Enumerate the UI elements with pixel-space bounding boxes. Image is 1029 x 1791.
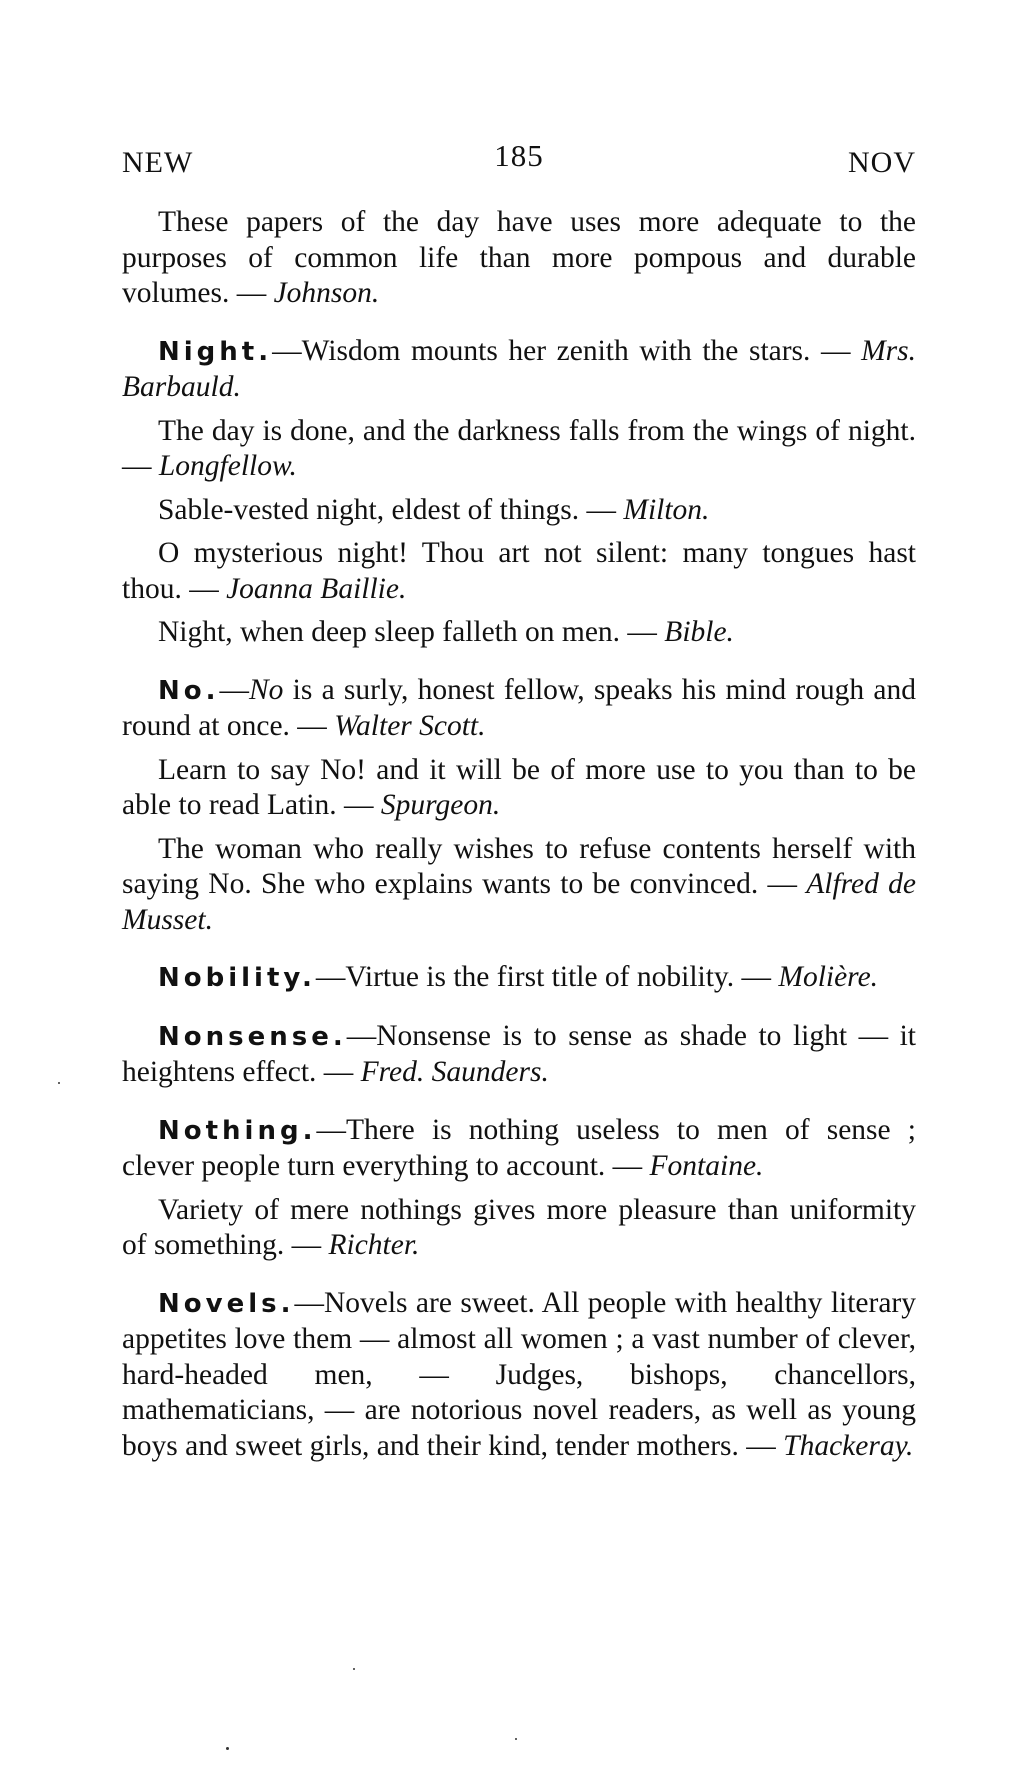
quote-text: The day is done, and the darkness falls from the wings of night. — — [122, 414, 916, 482]
topic-dash: — — [315, 961, 346, 993]
quotation-entry — [122, 832, 916, 939]
quote-author: Alfred de Musset. — [122, 868, 917, 936]
quote-author: Joanna Baillie. — [226, 572, 407, 605]
quotation-entry — [122, 493, 916, 529]
running-header — [122, 138, 916, 178]
quotation-entry — [122, 1286, 916, 1465]
paper-speck — [226, 1747, 229, 1750]
topic-heading: Nobility. — [158, 963, 316, 993]
topic-heading: Novels. — [158, 1288, 295, 1319]
paper-speck — [515, 1738, 517, 1740]
quote-author: Thackeray. — [783, 1429, 914, 1462]
topic-heading: Nonsense. — [158, 1021, 347, 1052]
topic-dash: — — [272, 334, 302, 367]
quotation-entry — [122, 753, 916, 824]
quote-text: is a surly, honest fellow, speaks his mind rough and round at once. — — [122, 673, 916, 742]
quote-author: Spurgeon. — [380, 789, 501, 821]
topic-dash: — — [219, 673, 249, 706]
quote-author: Fred. Saunders. — [360, 1056, 549, 1088]
quote-text: The woman who really wishes to refuse contents herself with saying No. She who explains wants to be convinced. — — [122, 832, 916, 900]
paper-speck — [58, 1082, 60, 1084]
quote-text: Nonsense is to sense as shade to light — it heightens effect. — — [122, 1019, 916, 1088]
topic-heading: No. — [158, 675, 220, 706]
quote-text: Night, when deep sleep falleth on men. — — [158, 616, 657, 648]
quotation-entry — [122, 673, 916, 745]
quote-text: These papers of the day have uses more adequate to the purposes of common life than more pompous and durable volumes. — — [122, 206, 916, 309]
quote-author: Walter Scott. — [334, 710, 486, 742]
quote-text: Learn to say No! and it will be of more use to you than to be able to read Latin. — — [122, 753, 916, 821]
quotation-entry — [122, 536, 916, 607]
quotation-entry — [122, 615, 916, 651]
quotation-entry — [122, 334, 916, 406]
quote-text: Variety of mere nothings gives more pleasure than uniformity of something. — — [122, 1193, 916, 1261]
quote-author: Milton. — [623, 493, 710, 526]
quote-lead-italic: No — [249, 673, 284, 706]
quote-author: Bible. — [664, 616, 734, 648]
topic-heading: Nothing. — [158, 1115, 317, 1146]
topic-dash: — — [346, 1019, 377, 1052]
page-number: 185 — [494, 138, 544, 173]
quote-text: Virtue is the first title of nobility. — — [345, 961, 771, 993]
quotation-entry — [122, 1019, 916, 1091]
topic-heading: Night. — [158, 336, 273, 367]
topic-dash: — — [316, 1113, 346, 1146]
topic-dash: — — [294, 1286, 324, 1319]
quote-text: Sable-vested night, eldest of things. — — [158, 493, 616, 526]
quote-author: Fontaine. — [649, 1150, 764, 1182]
quote-text: Novels are sweet. All people with healthy literary appetites love them — almost all women ; a vast number of clever, hard-headed men, — Judges, bishops, chancellors, mathematicians, — are notorious novel readers, as well as young boys and sweet girls, and their kind, tender mothers. — — [122, 1286, 916, 1462]
paper-speck — [353, 1668, 355, 1670]
quote-author: Richter. — [328, 1229, 420, 1261]
quotation-entry — [122, 205, 916, 312]
quotation-entry — [122, 414, 916, 485]
quotation-entry — [122, 1113, 916, 1185]
quotation-list — [122, 205, 916, 1464]
quote-text: O mysterious night! Thou art not silent: many tongues hast thou. — — [122, 537, 916, 605]
quote-text: There is nothing useless to men of sense ; clever people turn everything to account. — — [122, 1113, 916, 1182]
quote-author: Mrs. Barbauld. — [122, 334, 916, 403]
quote-author: Johnson. — [273, 277, 380, 309]
header-left-guide-word: NEW — [122, 146, 194, 179]
quote-author: Longfellow. — [158, 450, 297, 482]
quote-author: Molière. — [778, 961, 879, 993]
quotation-entry — [122, 960, 916, 997]
quotation-entry — [122, 1193, 916, 1264]
header-right-guide-word: NOV — [848, 146, 916, 179]
quote-text: Wisdom mounts her zenith with the stars. — — [301, 334, 851, 367]
